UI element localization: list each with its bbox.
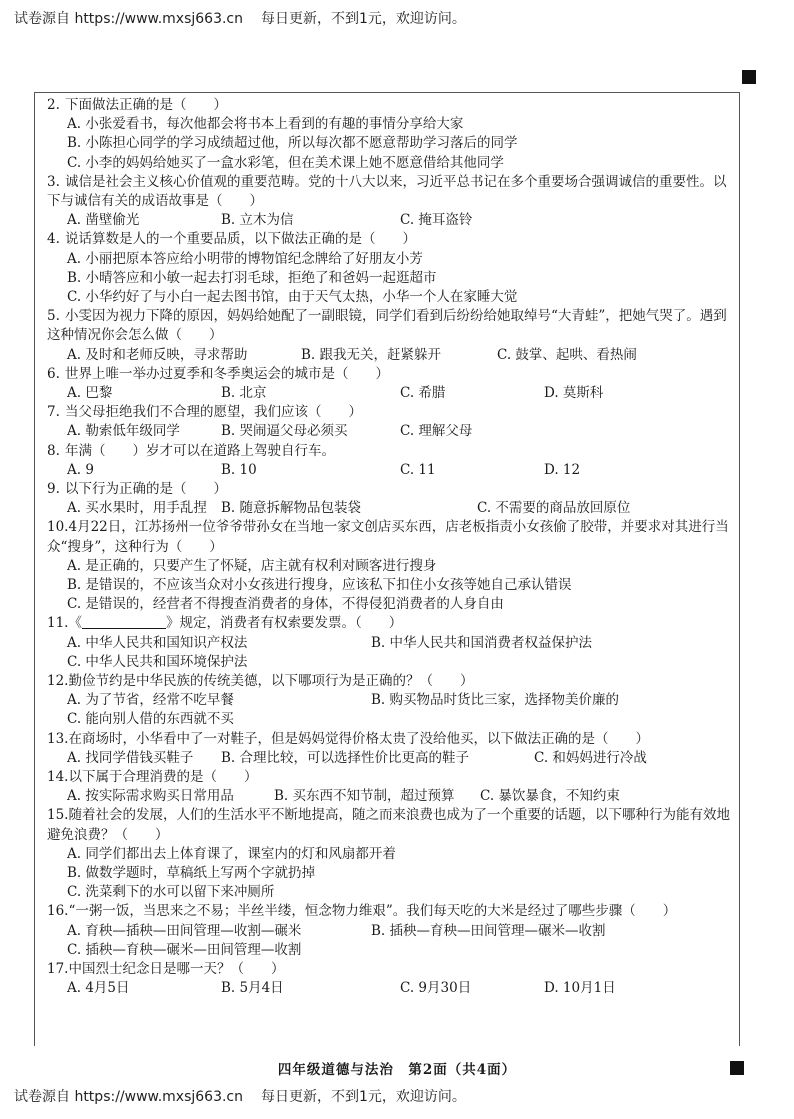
- option-a: A. 小丽把原本答应给小明带的博物馆纪念牌给了好朋友小芳: [67, 250, 423, 267]
- option-b: B. 买东西不知节制，超过预算: [274, 788, 455, 805]
- question-stem-open: 《: [68, 615, 82, 632]
- registration-mark-bottom: [730, 1061, 744, 1075]
- option-a: A. 巴黎: [67, 385, 113, 402]
- question-stem: 当父母拒绝我们不合理的愿望，我们应该（ ）: [65, 404, 362, 421]
- question-4: [47, 230, 737, 307]
- question-number: 13.: [47, 730, 69, 747]
- question-number: 17.: [47, 960, 69, 977]
- question-12: [47, 672, 737, 730]
- option-b: B. 哭闹逼父母必须买: [221, 423, 348, 440]
- option-c: C. 掩耳盗铃: [400, 212, 473, 229]
- question-stem: 勤俭节约是中华民族的传统美德，以下哪项行为是正确的？（ ）: [68, 672, 474, 689]
- option-b: B. 立木为信: [221, 212, 294, 229]
- question-stem: 以下行为正确的是（ ）: [65, 480, 227, 497]
- option-d: D. 10月1日: [544, 980, 616, 997]
- option-a: A. 同学们都出去上体育课了，课室内的灯和风扇都开着: [67, 845, 396, 862]
- option-a: A. 4月5日: [67, 980, 130, 997]
- option-a: A. 勒索低年级同学: [67, 423, 180, 440]
- question-stem: 小雯因为视力下降的原因，妈妈给她配了一副眼镜，同学们看到后纷纷给她取绰号“大青蛙”，把她气哭了。遇到这种情况你会怎么做（ ）: [47, 308, 727, 344]
- option-a: A. 找同学借钱买鞋子: [67, 749, 194, 766]
- option-a: A. 为了节省，经常不吃早餐: [67, 692, 234, 709]
- question-stem: 说话算数是人的一个重要品质，以下做法正确的是（ ）: [65, 231, 416, 248]
- option-b: B. 随意拆解物品包装袋: [221, 500, 362, 517]
- page-footer-title: 四年级道德与法治 第2面（共4面）: [277, 1062, 517, 1078]
- option-c: C. 11: [400, 461, 436, 478]
- option-b: B. 小晴答应和小敏一起去打羽毛球，拒绝了和爸妈一起逛超市: [67, 269, 437, 286]
- option-c: C. 希腊: [400, 385, 446, 402]
- question-13: [47, 730, 737, 768]
- option-b: B. 做数学题时，草稿纸上写两个字就扔掉: [67, 864, 316, 881]
- question-number: 15.: [47, 807, 69, 824]
- option-c: C. 插秧—育秧—碾米—田间管理—收割: [67, 941, 302, 958]
- question-stem-close: 》规定，消费者有权索要发票。（ ）: [165, 615, 403, 632]
- question-8: [47, 442, 737, 480]
- question-number: 5.: [47, 308, 60, 325]
- option-c: C. 9月30日: [400, 980, 472, 997]
- site-footer: [14, 1088, 484, 1106]
- registration-mark-top: [742, 70, 756, 84]
- question-list: [47, 96, 737, 998]
- question-number: 12.: [47, 672, 69, 689]
- option-a: A. 按实际需求购买日常用品: [67, 788, 234, 805]
- option-a: A. 9: [67, 461, 94, 478]
- question-number: 8.: [47, 442, 60, 459]
- footer-update: 每日更新，不到1元，欢迎访问。: [261, 1089, 466, 1105]
- fill-blank: [82, 614, 166, 629]
- option-b: B. 10: [221, 461, 257, 478]
- question-number: 3.: [47, 173, 60, 190]
- question-17: [47, 960, 737, 998]
- question-stem: “一粥一饭，当思来之不易；半丝半缕，恒念物力维艰”。我们每天吃的大米是经过了哪些步骤（ ）: [68, 903, 677, 920]
- option-c: C. 鼓掌、起哄、看热闹: [497, 346, 637, 363]
- question-9: [47, 480, 737, 518]
- header-update: 每日更新，不到1元，欢迎访问。: [261, 11, 466, 27]
- question-3: [47, 173, 737, 231]
- option-b: B. 5月4日: [221, 980, 284, 997]
- question-6: [47, 365, 737, 403]
- question-16: [47, 902, 737, 960]
- option-a: A. 是正确的，只要产生了怀疑，店主就有权利对顾客进行搜身: [67, 557, 437, 574]
- option-c: C. 理解父母: [400, 423, 473, 440]
- question-stem: 下面做法正确的是（ ）: [65, 97, 227, 113]
- option-b: B. 小陈担心同学的学习成绩超过他，所以每次都不愿意帮助学习落后的同学: [67, 135, 518, 152]
- option-a: A. 中华人民共和国知识产权法: [67, 634, 248, 651]
- option-a: A. 育秧—插秧—田间管理—收割—碾米: [67, 922, 302, 939]
- site-header: [14, 10, 484, 28]
- option-c: C. 小华约好了与小白一起去图书馆，由于天气太热，小华一个人在家睡大觉: [67, 289, 518, 306]
- question-7: [47, 403, 737, 441]
- option-c: C. 暴饮暴食，不知约束: [480, 788, 620, 805]
- question-stem: 诚信是社会主义核心价值观的重要范畴。党的十八大以来，习近平总书记在多个重要场合强调诚信的重要性。以下与诚信有关的成语故事是（ ）: [47, 173, 727, 210]
- question-number: 2.: [47, 97, 60, 113]
- question-stem: 在商场时，小华看中了一对鞋子，但是妈妈觉得价格太贵了没给他买，以下做法正确的是（ ）: [68, 730, 649, 747]
- option-c: C. 和妈妈进行冷战: [534, 749, 647, 766]
- option-c: C. 是错误的，经营者不得搜查消费者的身体，不得侵犯消费者的人身自由: [67, 596, 504, 613]
- question-stem: 以下属于合理消费的是（ ）: [68, 768, 258, 785]
- header-source: 试卷源自 https://www.mxsj663.cn: [14, 11, 243, 27]
- question-stem: 4月22日，江苏扬州一位爷爷带孙女在当地一家文创店买东西，店老板指责小女孩偷了胶带，并要求对其进行当众“搜身”，这种行为（ ）: [47, 519, 729, 555]
- option-c: C. 中华人民共和国环境保护法: [67, 653, 248, 670]
- option-d: D. 莫斯科: [544, 385, 604, 402]
- question-15: [47, 806, 737, 902]
- option-a: A. 凿壁偷光: [67, 212, 140, 229]
- option-b: B. 合理比较，可以选择性价比更高的鞋子: [221, 749, 470, 766]
- option-c: C. 能向别人借的东西就不买: [67, 711, 234, 728]
- question-2: [47, 96, 737, 173]
- question-10: [47, 518, 737, 614]
- option-b: B. 中华人民共和国消费者权益保护法: [371, 634, 593, 651]
- question-stem: 随着社会的发展，人们的生活水平不断地提高，随之而来浪费也成为了一个重要的话题，以下哪种行为能有效地避免浪费？（ ）: [47, 807, 730, 843]
- option-d: D. 12: [544, 461, 581, 478]
- question-stem: 中国烈士纪念日是哪一天？（ ）: [68, 960, 285, 977]
- question-5: [47, 307, 737, 365]
- question-11: [47, 614, 737, 672]
- option-a: A. 及时和老师反映，寻求帮助: [67, 346, 248, 363]
- question-number: 9.: [47, 480, 60, 497]
- option-b: B. 是错误的，不应该当众对小女孩进行搜身，应该私下扣住小女孩等她自己承认错误: [67, 576, 572, 593]
- question-number: 7.: [47, 404, 60, 421]
- option-c: C. 不需要的商品放回原位: [477, 500, 631, 517]
- question-number: 10.: [47, 519, 69, 536]
- question-stem: 世界上唯一举办过夏季和冬季奥运会的城市是（ ）: [65, 365, 389, 382]
- question-number: 11.: [47, 615, 69, 632]
- footer-source: 试卷源自 https://www.mxsj663.cn: [14, 1089, 243, 1105]
- question-number: 4.: [47, 231, 60, 248]
- option-a: A. 小张爱看书，每次他都会将书本上看到的有趣的事情分享给大家: [67, 116, 464, 133]
- option-b: B. 购买物品时货比三家，选择物美价廉的: [371, 692, 620, 709]
- option-c: C. 小李的妈妈给她买了一盒水彩笔，但在美术课上她不愿意借给其他同学: [67, 154, 504, 171]
- option-a: A. 买水果时，用手乱捏: [67, 500, 207, 517]
- option-c: C. 洗菜剩下的水可以留下来冲厕所: [67, 884, 275, 901]
- question-number: 16.: [47, 903, 69, 920]
- option-b: B. 北京: [221, 385, 267, 402]
- option-b: B. 跟我无关，赶紧躲开: [301, 346, 442, 363]
- option-b: B. 插秧—育秧—田间管理—碾米—收割: [371, 922, 606, 939]
- question-number: 14.: [47, 768, 69, 785]
- question-stem: 年满（ ）岁才可以在道路上驾驶自行车。: [65, 442, 335, 459]
- question-number: 6.: [47, 365, 60, 382]
- question-14: [47, 768, 737, 806]
